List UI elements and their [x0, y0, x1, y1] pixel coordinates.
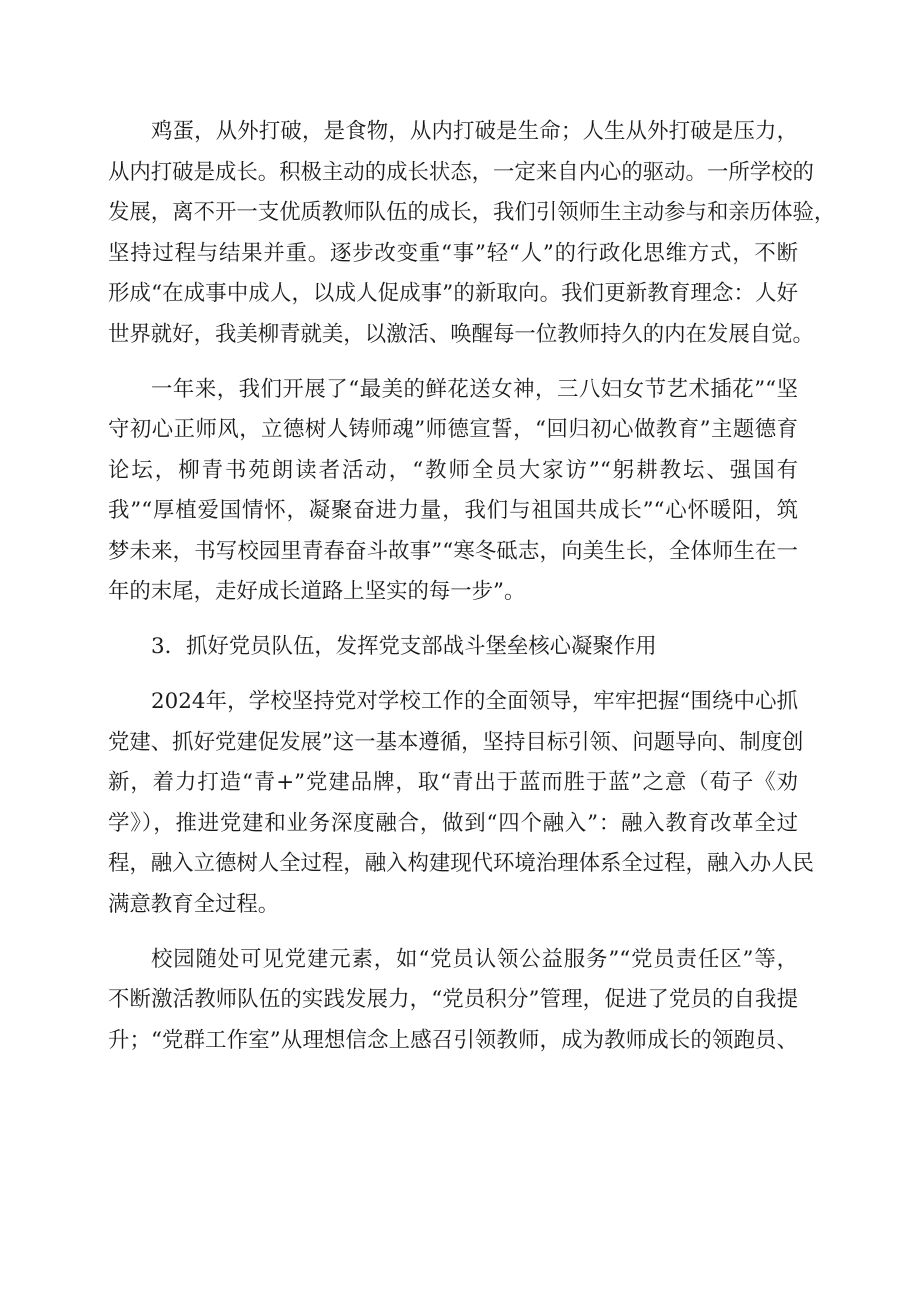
text-line: 从内打破是成长。积极主动的成长状态，一定来自内心的驱动。一所学校的	[108, 159, 814, 185]
text-line: 新，着力打造“青+”党建品牌，取“青出于蓝而胜于蓝”之意（荀子《劝	[108, 770, 798, 795]
text-line: 校园随处可见党建元素，如“党员认领公益服务”“党员责任区”等，	[151, 946, 798, 972]
text-line: 学》），推进党建和业务深度融合，做到“四个融入”：融入教育改革全过	[108, 810, 798, 836]
paragraph-4	[108, 940, 798, 1062]
text-line: 一年来，我们开展了“最美的鲜花送女神，三八妇女节艺术插花”“坚	[151, 376, 798, 402]
section-heading	[108, 627, 798, 668]
text-line: 鸡蛋，从外打破，是食物，从内打破是生命；人生从外打破是压力，	[151, 119, 798, 144]
paragraph-gap	[108, 355, 798, 370]
text-line: 守初心正师风，立德树人铸师魂”师德宣誓，“回归初心做教育”主题德育	[108, 417, 798, 442]
paragraph-2	[108, 370, 798, 613]
document-body	[108, 112, 836, 1061]
text-line: 梦未来，书写校园里青春奋斗故事”“寒冬砥志，向美生长，全体师生在一	[108, 538, 798, 564]
paragraph-1	[108, 112, 836, 355]
text-line: 论坛，柳青书苑朗读者活动，“教师全员大家访”“躬耕教坛、强国有	[108, 457, 798, 483]
text-line: 坚持过程与结果并重。逐步改变重“事”轻“人”的行政化思维方式，不断	[108, 240, 798, 266]
text-line: 不断激活教师队伍的实践发展力，“党员积分”管理，促进了党员的自我提	[108, 987, 798, 1012]
text-line: 程，融入立德树人全过程，融入构建现代环境治理体系全过程，融入办人民	[108, 851, 814, 876]
paragraph-gap	[108, 613, 798, 628]
text-line: 发展，离不开一支优质教师队伍的成长，我们引领师生主动参与和亲历体验，	[108, 200, 836, 225]
text-line: 年的末尾，走好成长道路上坚实的每一步”。	[108, 579, 526, 604]
text-line: 世界就好，我美柳青就美，以激活、唤醒每一位教师持久的内在发展自觉。	[108, 321, 814, 347]
text-line: 党建、抓好党建促发展”这一基本遵循，坚持目标引领、问题导向、制度创	[108, 729, 804, 755]
paragraph-3	[108, 682, 814, 925]
text-line: 我”“厚植爱国情怀，凝聚奋进力量，我们与祖国共成长”“心怀暖阳，筑	[108, 498, 798, 523]
paragraph-gap	[108, 668, 798, 683]
section-heading-text: 3．抓好党员队伍，发挥党支部战斗堡垒核心凝聚作用	[151, 634, 657, 659]
text-line: 升；“党群工作室”从理想信念上感召引领教师，成为教师成长的领跑员、	[108, 1027, 798, 1053]
text-line: 2024年，学校坚持党对学校工作的全面领导，牢牢把握“围绕中心抓	[151, 689, 798, 714]
text-line: 满意教育全过程。	[108, 891, 280, 917]
text-line: 形成“在成事中成人，以成人促成事”的新取向。我们更新教育理念：人好	[108, 281, 798, 306]
paragraph-gap	[108, 925, 798, 940]
